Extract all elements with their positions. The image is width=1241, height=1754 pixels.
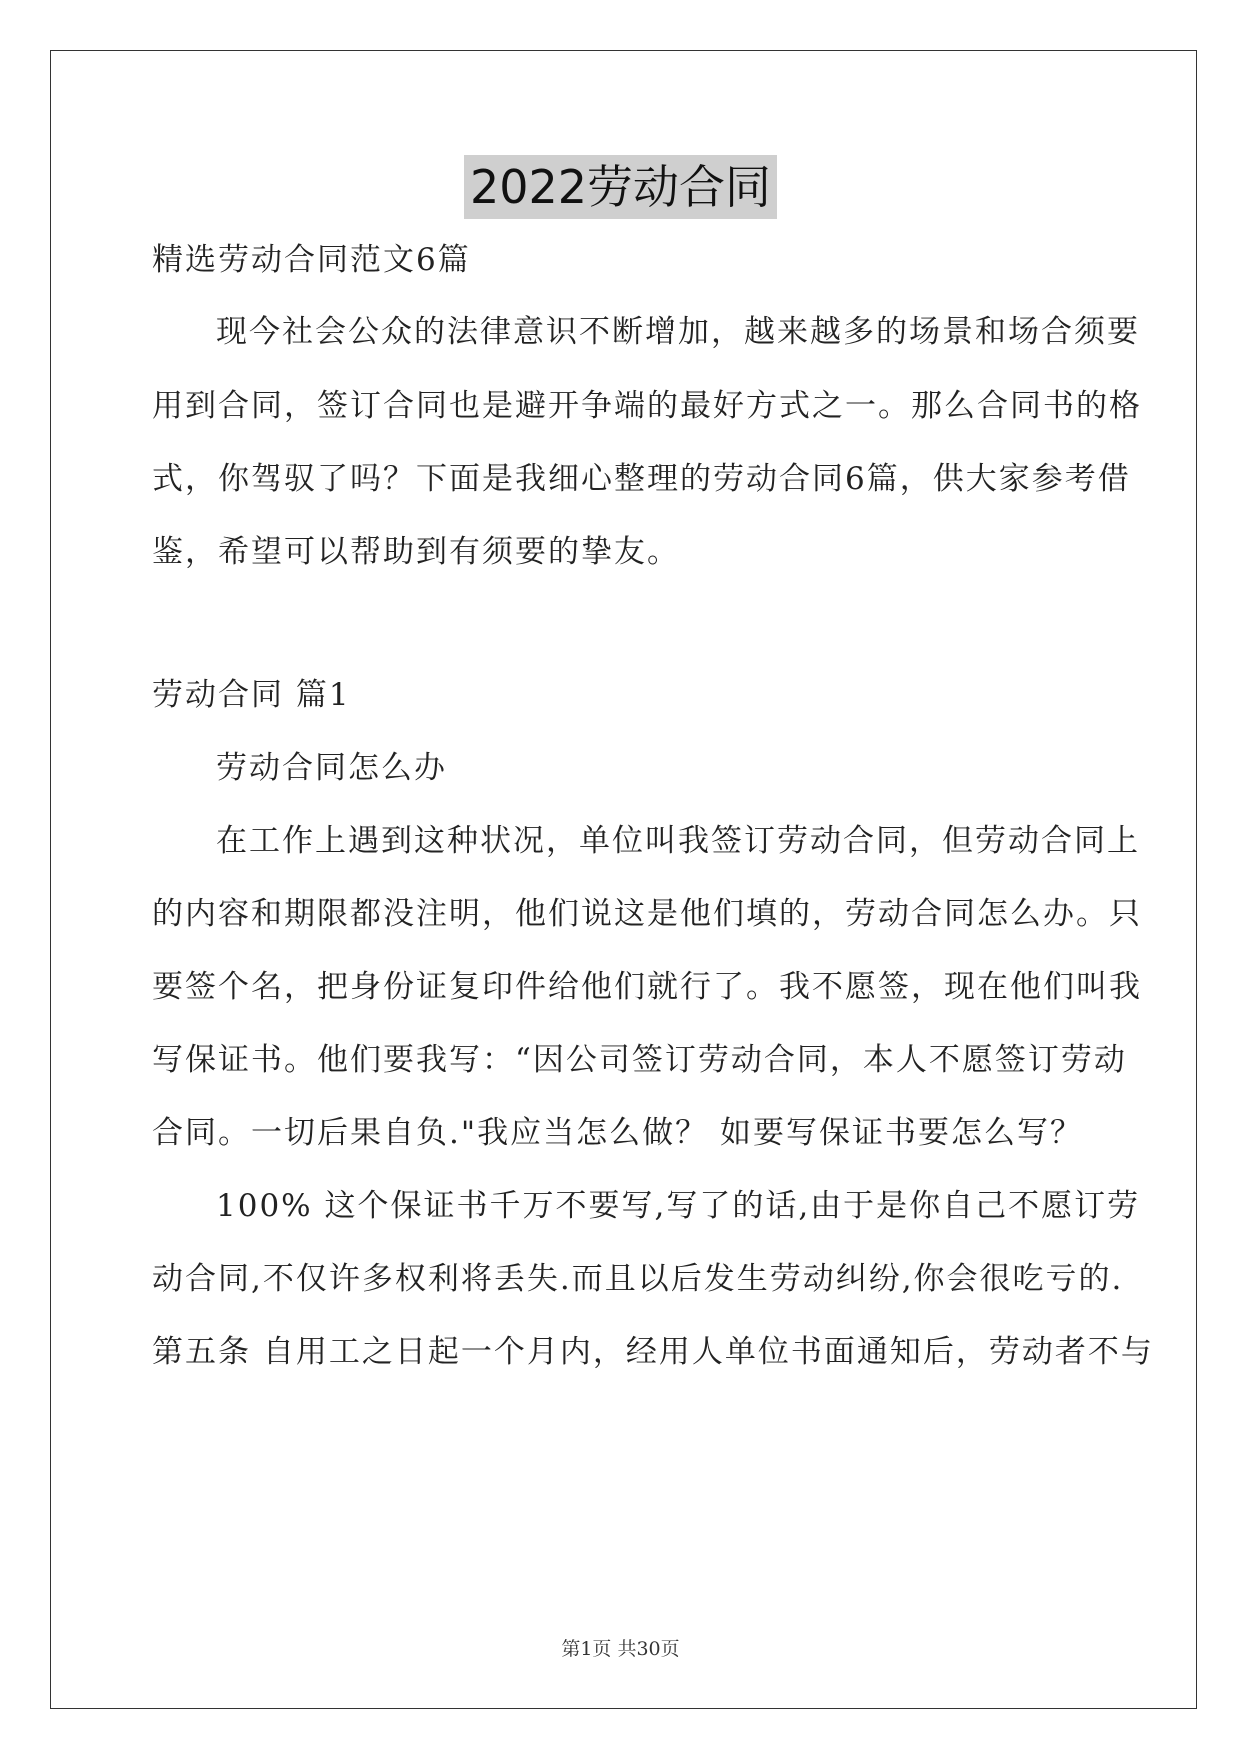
- intro-line-2: 用到合同，签订合同也是避开争端的最好方式之一。那么合同书的格: [152, 388, 1142, 424]
- document-title: 2022劳动合同: [464, 155, 777, 219]
- question-title: 劳动合同怎么办: [216, 750, 447, 786]
- answer-line-2: 动合同,不仅许多权利将丢失.而且以后发生劳动纠纷,你会很吃亏的.: [152, 1261, 1124, 1297]
- page-number-footer: 第1页 共30页: [561, 1638, 680, 1660]
- section-heading: 劳动合同 篇1: [152, 677, 351, 713]
- question-line-5: 合同。一切后果自负."我应当怎么做？ 如要写保证书要怎么写？: [152, 1115, 1083, 1151]
- intro-line-4: 鉴，希望可以帮助到有须要的挚友。: [152, 534, 680, 570]
- page-border: [50, 50, 1197, 1709]
- question-line-1: 在工作上遇到这种状况，单位叫我签订劳动合同，但劳动合同上: [216, 823, 1140, 859]
- title-wrap: [0, 155, 1241, 219]
- answer-line-1: 100% 这个保证书千万不要写,写了的话,由于是你自己不愿订劳: [216, 1188, 1141, 1224]
- question-line-2: 的内容和期限都没注明，他们说这是他们填的，劳动合同怎么办。只: [152, 896, 1142, 932]
- intro-line-3: 式，你驾驭了吗？下面是我细心整理的劳动合同6篇，供大家参考借: [152, 461, 1131, 497]
- intro-line-1: 现今社会公众的法律意识不断增加，越来越多的场景和场合须要: [216, 314, 1140, 350]
- answer-line-3: 第五条 自用工之日起一个月内，经用人单位书面通知后，劳动者不与: [152, 1334, 1154, 1370]
- question-line-4: 写保证书。他们要我写：“因公司签订劳动合同，本人不愿签订劳动: [152, 1042, 1127, 1078]
- document-subtitle: 精选劳动合同范文6篇: [152, 242, 471, 278]
- question-line-3: 要签个名，把身份证复印件给他们就行了。我不愿签，现在他们叫我: [152, 969, 1142, 1005]
